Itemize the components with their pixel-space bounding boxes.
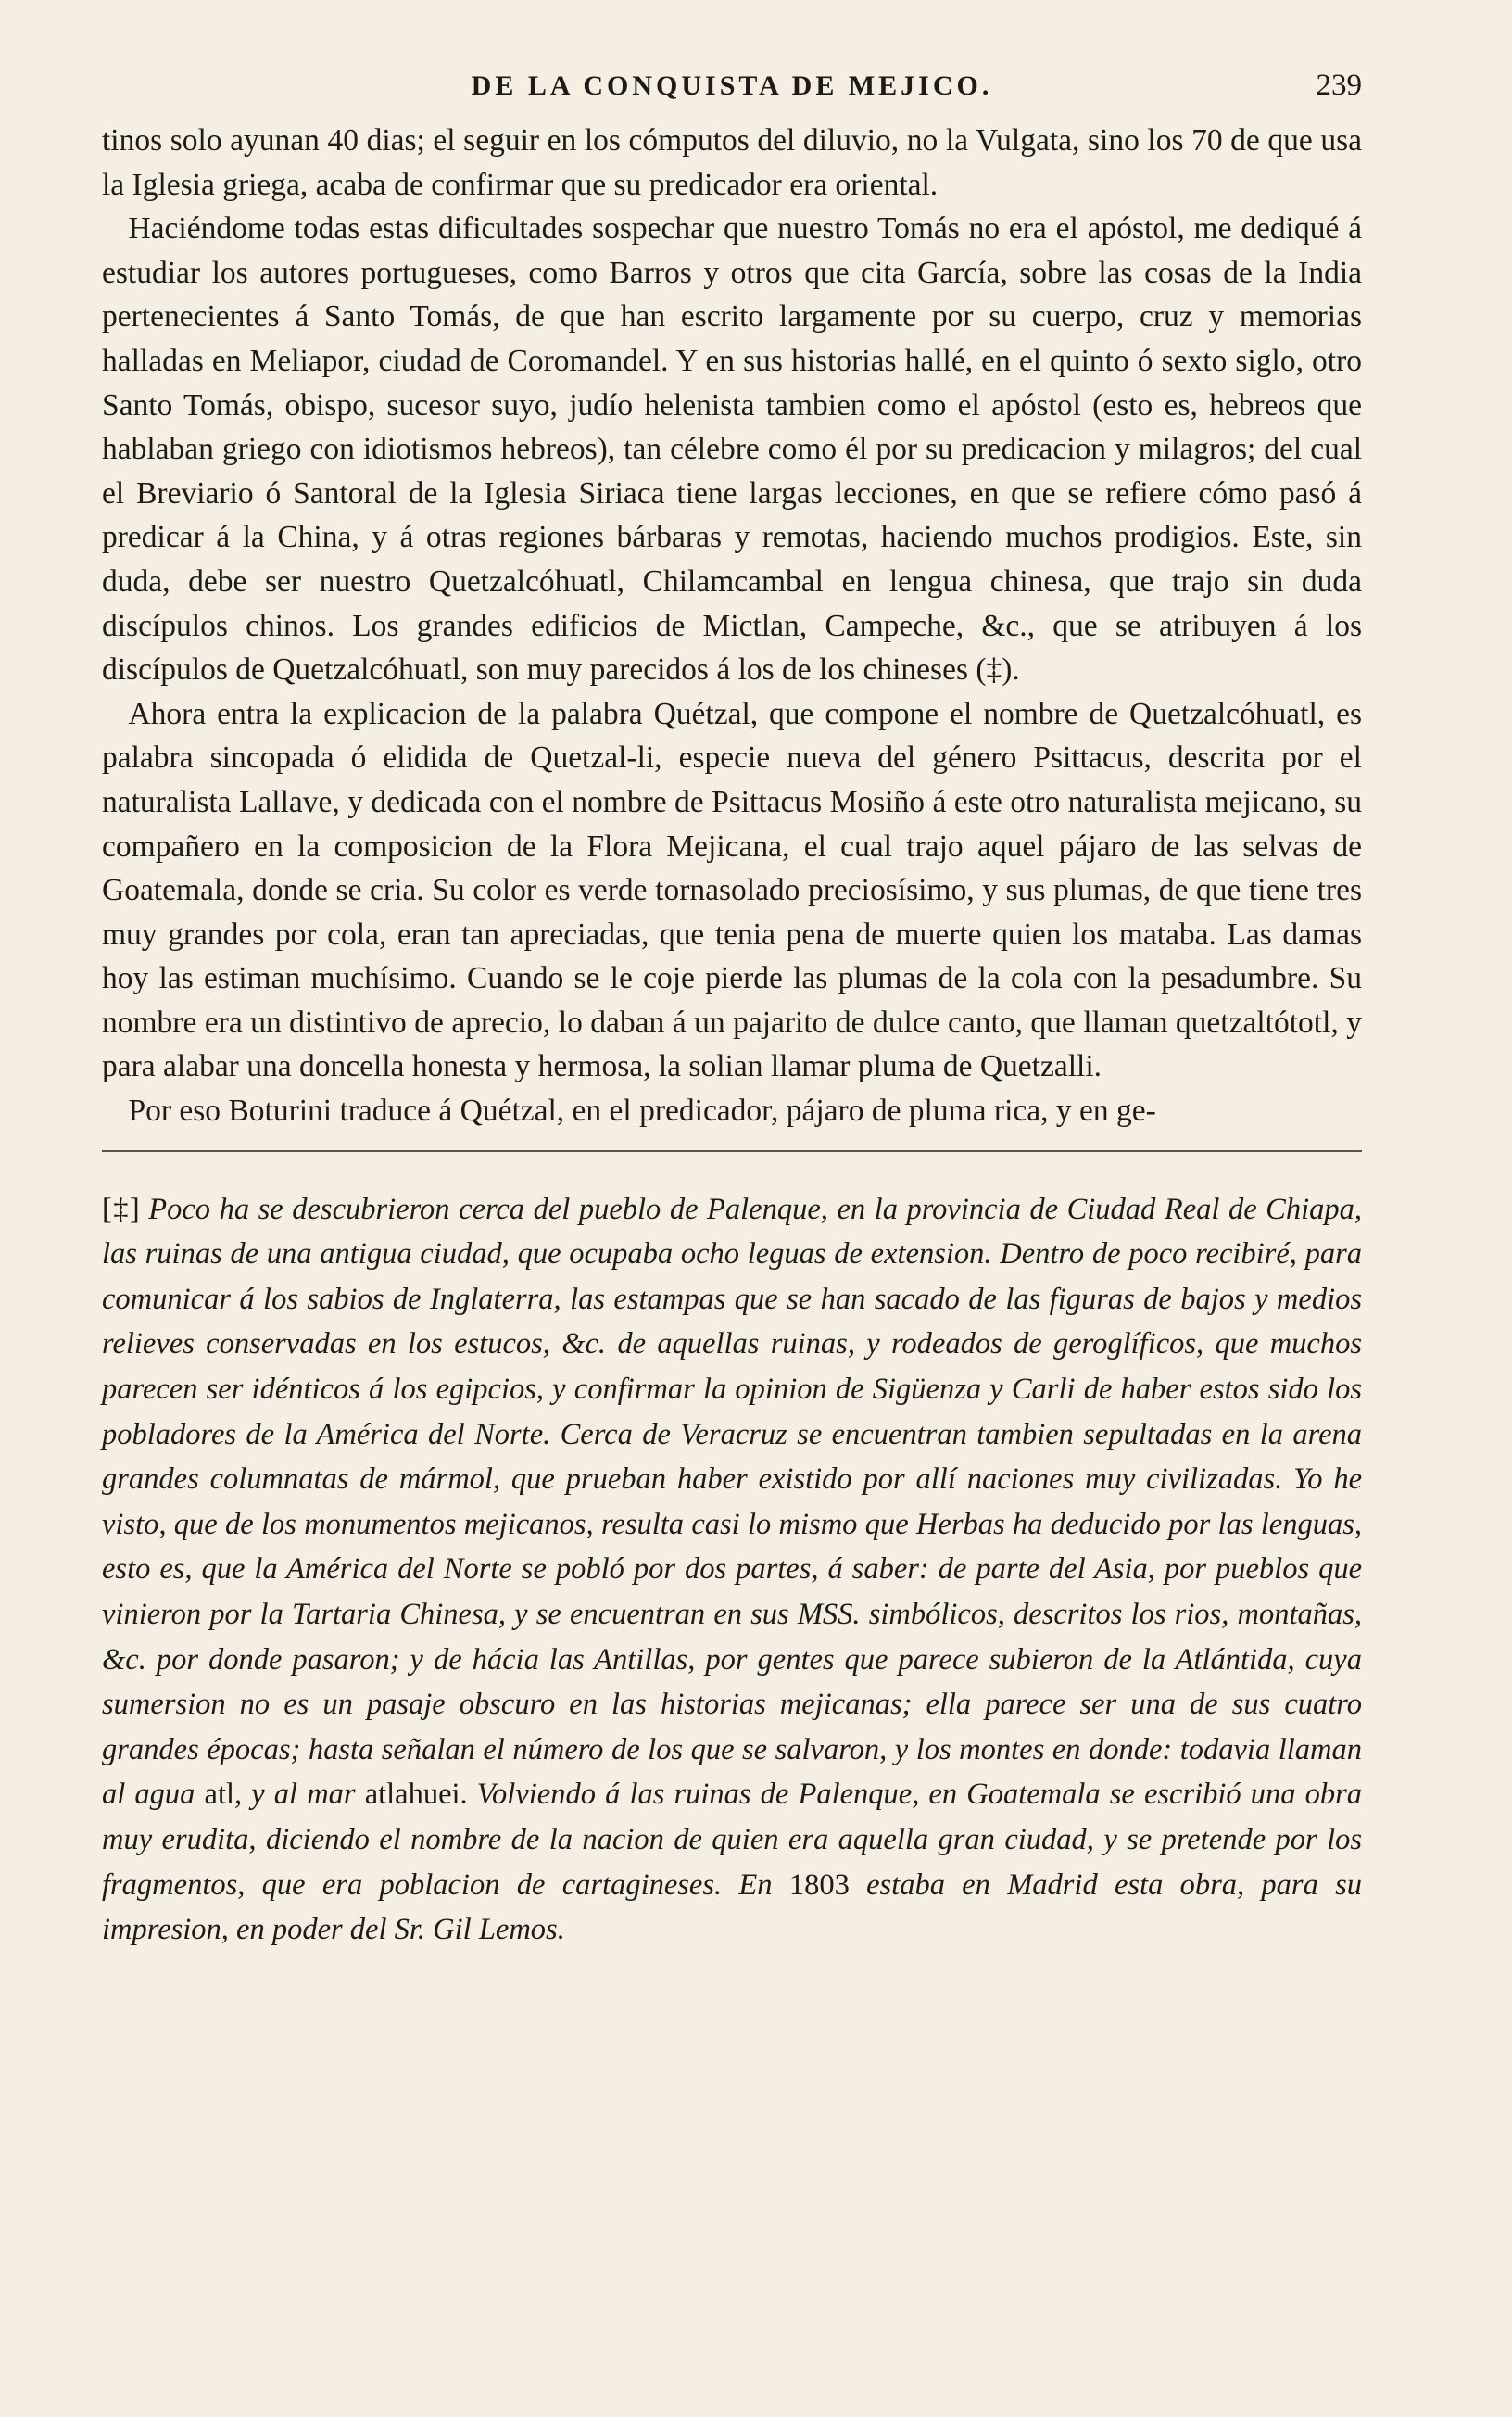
page-number: 239	[1316, 69, 1362, 102]
footnote-year: 1803	[788, 1867, 850, 1902]
running-head	[102, 65, 1362, 113]
footnote	[102, 1187, 1362, 1953]
footnote-word-atlahuei: atlahuei.	[364, 1778, 468, 1812]
body-text	[102, 119, 1362, 1133]
footnote-text: Poco ha se descubrieron cerca del pueblo de Palenque, en la provincia de Ciudad Real de Chiapa, las ruinas de una antigua ciudad, que ocupaba ocho leguas de extension. Dentro de poco recibiré, para comunicar á los sabios de Inglaterra, las estampas que se han sacado de las figuras de bajos y medios relieves conservadas en los estucos, &c. de aquellas ruinas, y rodeados de geroglíficos, que muchos parecen ser idénticos á los egipcios, y confirmar la opinion de Sigüenza y Carli de haber estos sido los pobladores de la América del Norte. Cerca de Veracruz se encuentran tambien sepultadas en la arena grandes columnatas de mármol, que prueban haber existido por allí naciones muy civilizadas. Yo he visto, que de los monumentos mejicanos, resulta casi lo mismo que Herbas ha deducido por las lenguas, esto es, que la América del Norte se pobló por dos partes, á saber: de parte del Asia, por pueblos que vinieron por la Tartaria Chinesa, y se encuentran en sus MSS. simbólicos, descritos los rios, montañas, &c. por donde pasaron; y de hácia las Antillas, por gentes que parece subieron de la Atlántida, cuya sumersion no es un pasaje obscuro en las historias mejicanas; ella parece ser una de sus cuatro grandes épocas; hasta señalan el número de los que se salvaron, y los montes en donde: todavia llaman al agua	[102, 1192, 1362, 1812]
footnote-text-mid: , y al mar	[234, 1778, 356, 1812]
book-page	[102, 65, 1362, 1953]
footnote-text-final: estaba en Madrid esta obra, para su impresion, en poder del Sr. Gil Lemos.	[102, 1867, 1363, 1947]
paragraph: Por eso Boturini traduce á Quétzal, en el predicador, pájaro de pluma rica, y en ge-	[128, 1094, 1156, 1129]
footnote-marker: [‡]	[102, 1192, 140, 1226]
paragraph: Ahora entra la explicacion de la palabra Quétzal, que compone el nombre de Quetzalcóhuatl, es palabra sincopada ó elidida de Quetzal-li, especie nueva del género Psittacus, descrita por el naturalista Lallave, y dedicada con el nombre de Psittacus Mosiño á este otro naturalista mejicano, su compañero en la composicion de la Flora Mejicana, el cual trajo aquel pájaro de las selvas de Goatemala, donde se cria. Su color es verde tornasolado preciosísimo, y sus plumas, de que tiene tres muy grandes por cola, eran tan apreciadas, que tenia pena de muerte quien los mataba. Las damas hoy las estiman muchísimo. Cuando se le coje pierde las plumas de la cola con la pesadumbre. Su nombre era un distintivo de aprecio, lo daban á un pajarito de dulce canto, que llaman quetzaltótotl, y para alabar una doncella honesta y hermosa, la solian llamar pluma de Quetzalli.	[102, 696, 1362, 1084]
footnote-word-atl: atl	[204, 1778, 235, 1812]
running-title: DE LA CONQUISTA DE MEJICO.	[471, 70, 993, 101]
paragraph: tinos solo ayunan 40 dias; el seguir en los cómputos del diluvio, no la Vulgata, sino los 70 de que usa la Iglesia griega, acaba de confirmar que su predicador era oriental.	[102, 123, 1362, 202]
paragraph: Haciéndome todas estas dificultades sospechar que nuestro Tomás no era el apóstol, me dediqué á estudiar los autores portugueses, como Barros y otros que cita García, sobre las cosas de la India pertenecientes á Santo Tomás, de que han escrito largamente por su cuerpo, cruz y memorias halladas en Meliapor, ciudad de Coromandel. Y en sus historias hallé, en el quinto ó sexto siglo, otro Santo Tomás, obispo, sucesor suyo, judío helenista tambien como el apóstol (esto es, hebreos que hablaban griego con idiotismos hebreos), tan célebre como él por su predicacion y milagros; del cual el Breviario ó Santoral de la Iglesia Siriaca tiene largas lecciones, en que se refiere cómo pasó á predicar á la China, y á otras regiones bárbaras y remotas, haciendo muchos prodigios. Este, sin duda, debe ser nuestro Quetzalcóhuatl, Chilamcambal en lengua chinesa, que trajo sin duda discípulos chinos. Los grandes edificios de Mictlan, Campeche, &c., que se atribuyen á los discípulos de Quetzalcóhuatl, son muy parecidos á los de los chineses (‡).	[102, 211, 1362, 688]
footnote-rule	[102, 1150, 1362, 1152]
footnote-text-end: Volviendo á las ruinas de Palenque, en Goatemala se escribió una obra muy erudita, diciendo el nombre de la nacion de quien era aquella gran ciudad, y se pretende por los fragmentos, que era poblacion de cartagineses. En	[102, 1778, 1363, 1902]
